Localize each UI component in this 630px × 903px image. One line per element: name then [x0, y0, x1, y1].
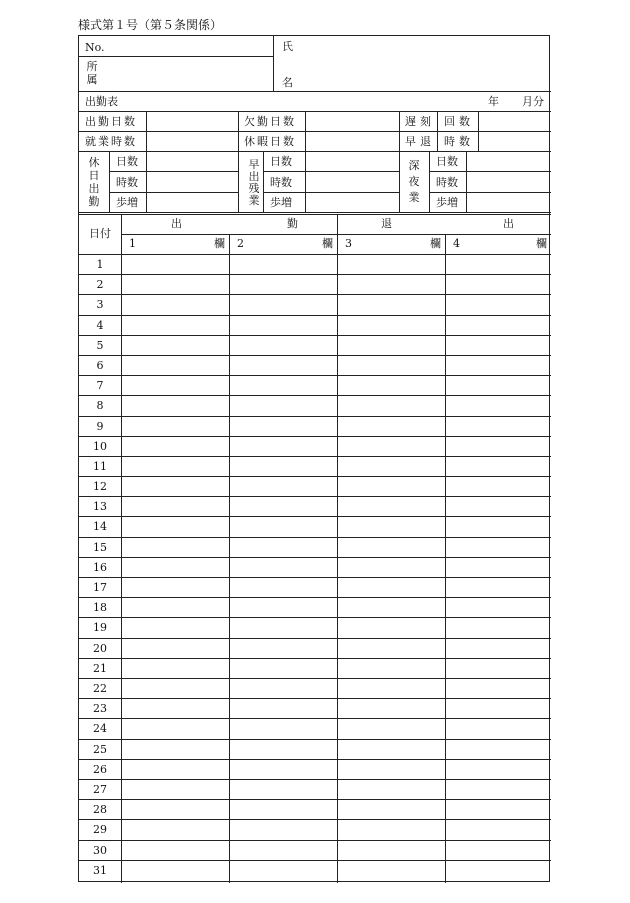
day-4-entry-2[interactable]	[230, 316, 337, 335]
year-field[interactable]	[442, 92, 486, 111]
day-25-entry-4[interactable]	[446, 740, 551, 759]
day-11-entry-1[interactable]	[122, 457, 229, 476]
day-number: 3	[96, 298, 104, 311]
column-label: 欄	[536, 237, 547, 250]
day-21-entry-3[interactable]	[338, 659, 445, 678]
name-divider	[273, 36, 274, 91]
day-number: 31	[93, 864, 107, 877]
day-number: 11	[93, 460, 107, 473]
late-night-label: 深 夜 業	[408, 159, 420, 204]
day-4-entry-3[interactable]	[338, 316, 445, 335]
attendance-sheet-title: 出勤表	[85, 95, 118, 108]
early-leave-label: 早退	[405, 135, 435, 148]
day-14-entry-2[interactable]	[230, 517, 337, 537]
day-27-entry-1[interactable]	[122, 780, 229, 799]
day-5-entry-2[interactable]	[230, 336, 337, 355]
day-number: 15	[93, 541, 107, 554]
day-11-entry-2[interactable]	[230, 457, 337, 476]
day-28-entry-3[interactable]	[338, 800, 445, 819]
day-24-entry-4[interactable]	[446, 719, 551, 739]
day-number: 22	[93, 682, 107, 695]
day-24-entry-1[interactable]	[122, 719, 229, 739]
day-number: 20	[93, 642, 107, 655]
day-number: 18	[93, 601, 107, 614]
day-22-entry-3[interactable]	[338, 679, 445, 698]
day-14-entry-4[interactable]	[446, 517, 551, 537]
day-number: 25	[93, 743, 107, 756]
day-17-entry-4[interactable]	[446, 578, 551, 597]
day-6-entry-3[interactable]	[338, 356, 445, 375]
day-1-entry-1[interactable]	[122, 255, 229, 274]
day-number: 9	[96, 420, 104, 433]
column-number: 2	[237, 237, 244, 250]
day-28-entry-2[interactable]	[230, 800, 337, 819]
day-30-entry-4[interactable]	[446, 841, 551, 860]
holiday-premium-label: 歩増	[116, 196, 138, 209]
attendance-days-label: 出勤日数	[85, 115, 137, 128]
holiday-days-field[interactable]	[147, 152, 238, 171]
overtime-premium-label: 歩増	[270, 196, 292, 209]
day-31-entry-4[interactable]	[446, 861, 551, 880]
day-20-entry-4[interactable]	[446, 639, 551, 658]
summary-vline	[437, 111, 438, 151]
day-28-entry-1[interactable]	[122, 800, 229, 819]
day-number: 19	[93, 621, 107, 634]
day-7-entry-1[interactable]	[122, 376, 229, 395]
day-23-entry-1[interactable]	[122, 699, 229, 718]
day-number: 29	[93, 823, 107, 836]
affiliation-label: 所 属	[86, 60, 98, 86]
day-26-entry-4[interactable]	[446, 760, 551, 779]
day-12-entry-1[interactable]	[122, 477, 229, 496]
day-26-entry-1[interactable]	[122, 760, 229, 779]
day-8-entry-1[interactable]	[122, 396, 229, 416]
column-number: 1	[129, 237, 136, 250]
day-23-entry-4[interactable]	[446, 699, 551, 718]
day-29-entry-1[interactable]	[122, 820, 229, 840]
affiliation-field[interactable]	[102, 57, 273, 91]
day-2-entry-3[interactable]	[338, 275, 445, 294]
night-hours-label: 時数	[436, 176, 458, 189]
day-12-entry-4[interactable]	[446, 477, 551, 496]
day-number: 14	[93, 520, 107, 533]
day-23-entry-2[interactable]	[230, 699, 337, 718]
night-premium-field[interactable]	[467, 193, 551, 212]
day-7-entry-4[interactable]	[446, 376, 551, 395]
day-7-entry-3[interactable]	[338, 376, 445, 395]
day-number: 10	[93, 440, 107, 453]
day-2-entry-1[interactable]	[122, 275, 229, 294]
day-5-entry-4[interactable]	[446, 336, 551, 355]
day-17-entry-2[interactable]	[230, 578, 337, 597]
day-18-entry-1[interactable]	[122, 598, 229, 617]
day-31-entry-3[interactable]	[338, 861, 445, 880]
day-4-entry-1[interactable]	[122, 316, 229, 335]
day-19-entry-1[interactable]	[122, 618, 229, 638]
day-20-entry-2[interactable]	[230, 639, 337, 658]
column-label: 欄	[430, 237, 441, 250]
day-27-entry-3[interactable]	[338, 780, 445, 799]
day-16-entry-1[interactable]	[122, 558, 229, 577]
day-30-entry-1[interactable]	[122, 841, 229, 860]
day-25-entry-2[interactable]	[230, 740, 337, 759]
day-15-entry-1[interactable]	[122, 538, 229, 557]
day-number: 8	[96, 399, 104, 412]
night-premium-label: 歩増	[436, 196, 458, 209]
column-number: 4	[453, 237, 460, 250]
day-6-entry-4[interactable]	[446, 356, 551, 375]
day-number: 6	[96, 359, 104, 372]
summary-vline	[429, 151, 430, 212]
early-leave-hours-field[interactable]	[479, 132, 551, 151]
day-10-entry-2[interactable]	[230, 437, 337, 456]
day-15-entry-2[interactable]	[230, 538, 337, 557]
day-number: 12	[93, 480, 107, 493]
day-26-entry-2[interactable]	[230, 760, 337, 779]
summary-vline	[238, 111, 239, 212]
day-number: 16	[93, 561, 107, 574]
day-10-entry-1[interactable]	[122, 437, 229, 456]
day-18-entry-2[interactable]	[230, 598, 337, 617]
holiday-work-label: 休 日 出 勤	[88, 156, 100, 208]
late-label: 遅刻	[405, 115, 435, 128]
no-field[interactable]	[80, 37, 273, 56]
day-12-entry-2[interactable]	[230, 477, 337, 496]
day-19-entry-2[interactable]	[230, 618, 337, 638]
late-count-field[interactable]	[479, 112, 551, 131]
day-29-entry-2[interactable]	[230, 820, 337, 840]
night-hours-field[interactable]	[467, 172, 551, 192]
name-label-mei: 名	[282, 76, 293, 89]
day-17-entry-1[interactable]	[122, 578, 229, 597]
column-group-label: 退	[381, 217, 392, 230]
day-28-entry-4[interactable]	[446, 800, 551, 819]
summary-vline	[399, 111, 400, 212]
day-number: 5	[96, 339, 104, 352]
summary-bottom-line	[79, 212, 551, 213]
overtime-hours-field[interactable]	[306, 172, 399, 192]
day-3-entry-4[interactable]	[446, 295, 551, 315]
day-17-entry-3[interactable]	[338, 578, 445, 597]
holiday-premium-field[interactable]	[147, 193, 238, 212]
day-8-entry-3[interactable]	[338, 396, 445, 416]
day-29-entry-3[interactable]	[338, 820, 445, 840]
day-16-entry-3[interactable]	[338, 558, 445, 577]
summary-vline	[263, 151, 264, 212]
column-label: 欄	[214, 237, 225, 250]
late-count-label: 回数	[444, 115, 474, 128]
day-14-entry-3[interactable]	[338, 517, 445, 537]
day-1-entry-4[interactable]	[446, 255, 551, 274]
group-header-line	[121, 234, 551, 235]
day-25-entry-1[interactable]	[122, 740, 229, 759]
day-number: 4	[96, 319, 104, 332]
day-number: 27	[93, 783, 107, 796]
day-15-entry-3[interactable]	[338, 538, 445, 557]
day-3-entry-1[interactable]	[122, 295, 229, 315]
day-12-entry-3[interactable]	[338, 477, 445, 496]
overtime-days-label: 日数	[270, 155, 292, 168]
day-31-entry-1[interactable]	[122, 861, 229, 880]
name-label-shi: 氏	[282, 40, 293, 53]
day-23-entry-3[interactable]	[338, 699, 445, 718]
day-8-entry-2[interactable]	[230, 396, 337, 416]
name-field[interactable]	[297, 37, 551, 91]
day-number: 23	[93, 702, 107, 715]
absence-days-label: 欠勤日数	[244, 115, 296, 128]
day-9-entry-3[interactable]	[338, 417, 445, 436]
day-11-entry-3[interactable]	[338, 457, 445, 476]
day-16-entry-2[interactable]	[230, 558, 337, 577]
day-13-entry-3[interactable]	[338, 497, 445, 516]
day-2-entry-4[interactable]	[446, 275, 551, 294]
holiday-hours-label: 時数	[116, 176, 138, 189]
day-16-entry-4[interactable]	[446, 558, 551, 577]
day-9-entry-2[interactable]	[230, 417, 337, 436]
day-21-entry-1[interactable]	[122, 659, 229, 678]
day-22-entry-4[interactable]	[446, 679, 551, 698]
day-14-entry-1[interactable]	[122, 517, 229, 537]
work-hours-field[interactable]	[147, 132, 238, 151]
column-group-label: 出	[503, 217, 514, 230]
day-4-entry-4[interactable]	[446, 316, 551, 335]
day-30-entry-3[interactable]	[338, 841, 445, 860]
day-number: 1	[96, 258, 104, 271]
day-29-entry-4[interactable]	[446, 820, 551, 840]
day-2-entry-2[interactable]	[230, 275, 337, 294]
day-number: 13	[93, 500, 107, 513]
day-5-entry-3[interactable]	[338, 336, 445, 355]
day-15-entry-4[interactable]	[446, 538, 551, 557]
day-number: 7	[96, 379, 104, 392]
overtime-days-field[interactable]	[306, 152, 399, 171]
attendance-form	[78, 35, 550, 882]
no-label: No.	[85, 41, 105, 54]
holiday-hours-field[interactable]	[147, 172, 238, 192]
work-hours-label: 就業時数	[85, 135, 137, 148]
absence-days-field[interactable]	[306, 112, 399, 131]
day-30-entry-2[interactable]	[230, 841, 337, 860]
form-title: 様式第１号（第５条関係）	[78, 18, 223, 32]
day-27-entry-4[interactable]	[446, 780, 551, 799]
day-9-entry-1[interactable]	[122, 417, 229, 436]
day-13-entry-2[interactable]	[230, 497, 337, 516]
month-field[interactable]	[501, 92, 521, 111]
leave-days-label: 休暇日数	[244, 135, 296, 148]
column-number: 3	[345, 237, 352, 250]
overtime-hours-label: 時数	[270, 176, 292, 189]
summary-vline	[109, 151, 110, 212]
day-10-entry-4[interactable]	[446, 437, 551, 456]
day-number: 24	[93, 722, 107, 735]
day-7-entry-2[interactable]	[230, 376, 337, 395]
early-overtime-label: 早 出 残 業	[248, 158, 260, 207]
day-19-entry-4[interactable]	[446, 618, 551, 638]
early-leave-hours-label: 時数	[444, 135, 474, 148]
day-21-entry-4[interactable]	[446, 659, 551, 678]
day-1-entry-2[interactable]	[230, 255, 337, 274]
day-number: 21	[93, 662, 107, 675]
day-number: 28	[93, 803, 107, 816]
overtime-premium-field[interactable]	[306, 193, 399, 212]
day-25-entry-3[interactable]	[338, 740, 445, 759]
day-18-entry-4[interactable]	[446, 598, 551, 617]
day-11-entry-4[interactable]	[446, 457, 551, 476]
leave-days-field[interactable]	[306, 132, 399, 151]
day-20-entry-1[interactable]	[122, 639, 229, 658]
column-group-label: 勤	[287, 217, 298, 230]
day-22-entry-2[interactable]	[230, 679, 337, 698]
day-number: 17	[93, 581, 107, 594]
year-label: 年	[488, 95, 499, 108]
month-label: 月分	[522, 95, 544, 108]
day-8-entry-4[interactable]	[446, 396, 551, 416]
day-number: 30	[93, 844, 107, 857]
day-6-entry-2[interactable]	[230, 356, 337, 375]
day-13-entry-4[interactable]	[446, 497, 551, 516]
day-27-entry-2[interactable]	[230, 780, 337, 799]
day-20-entry-3[interactable]	[338, 639, 445, 658]
day-9-entry-4[interactable]	[446, 417, 551, 436]
day-10-entry-3[interactable]	[338, 437, 445, 456]
date-header: 日付	[89, 227, 111, 240]
day-number: 2	[96, 278, 104, 291]
attendance-days-field[interactable]	[147, 112, 238, 131]
night-days-field[interactable]	[467, 152, 551, 171]
day-1-entry-3[interactable]	[338, 255, 445, 274]
day-18-entry-3[interactable]	[338, 598, 445, 617]
day-31-entry-2[interactable]	[230, 861, 337, 880]
table-top-line	[79, 214, 551, 215]
holiday-days-label: 日数	[116, 155, 138, 168]
column-group-label: 出	[171, 217, 182, 230]
column-label: 欄	[322, 237, 333, 250]
day-26-entry-3[interactable]	[338, 760, 445, 779]
day-21-entry-2[interactable]	[230, 659, 337, 678]
day-6-entry-1[interactable]	[122, 356, 229, 375]
day-22-entry-1[interactable]	[122, 679, 229, 698]
day-24-entry-3[interactable]	[338, 719, 445, 739]
day-19-entry-3[interactable]	[338, 618, 445, 638]
day-5-entry-1[interactable]	[122, 336, 229, 355]
day-13-entry-1[interactable]	[122, 497, 229, 516]
day-number: 26	[93, 763, 107, 776]
night-days-label: 日数	[436, 155, 458, 168]
day-24-entry-2[interactable]	[230, 719, 337, 739]
day-3-entry-2[interactable]	[230, 295, 337, 315]
day-3-entry-3[interactable]	[338, 295, 445, 315]
